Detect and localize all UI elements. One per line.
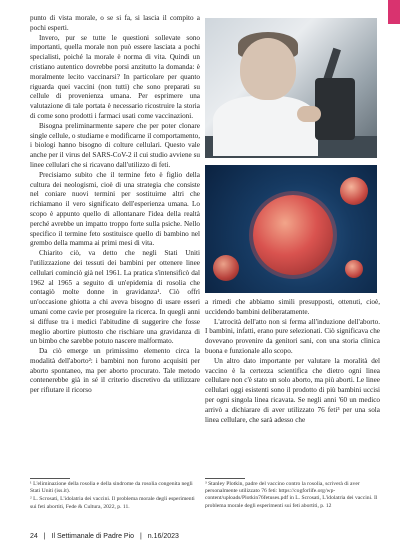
footer-separator: |	[43, 533, 46, 540]
publication-name: Il Settimanale di Padre Pio	[51, 533, 135, 540]
paragraph: Un altro dato importante per valutare la moralità del vaccino è la certezza scientifica che dietro ogni linea cellulare non c'è stato un solo aborto, ma più aborti. Le linee cellulari oggi esistenti sono il prodotto di più bambini uccisi per ogni singola linea ricavata. Se negli anni '60 un medico arrivò a dichiarare di aver utilizzato 76 feti³ per una sola linea cellulare, che sarà adesso che	[205, 356, 380, 424]
virus-particle	[340, 177, 368, 205]
footnotes-left	[30, 481, 198, 512]
page-number: 24	[30, 533, 38, 540]
page-edge-tab	[388, 0, 400, 24]
footnotes-right	[205, 481, 380, 511]
paragraph: a rimedi che abbiamo simili presupposti, ottenuti, cioè, uccidendo bambini deliberatamente.	[205, 298, 380, 316]
issue-number: n.16/2023	[147, 533, 179, 540]
left-text-column	[30, 14, 200, 396]
paragraph: L'atrocità dell'atto non si ferma all'induzione dell'aborto. I bambini, infatti, erano pure selezionati. Ciò significava che dovevano provenire da genitori sani, con una storia clinica buona e funzionale allo scopo.	[205, 317, 380, 355]
footnote-rule	[205, 478, 245, 479]
coronavirus-illustration	[205, 165, 377, 293]
virus-particle	[213, 255, 239, 281]
paragraph: punto di vista morale, o se si fa, si lascia il compito a pochi esperti.	[30, 14, 200, 32]
paragraph: Invero, pur se tutte le questioni sollevate sono importanti, quella morale non può essere lasciata a pochi specialisti, poiché la morale è norma di vita. Quindi un cristiano autentico dovrebbe porsi anzitutto la domanda: è moralmente lecito vaccinarsi? In particolare per quanto riguarda quei vaccini (non tutti) che sono preparati su cellule di provenienza umana. Per esprimere una valutazione di tale portata è necessario ricostruire la storia di come sono prodotti i farmaci usati come vaccinazioni.	[30, 33, 200, 120]
paragraph: Da ciò emerge un primissimo elemento circa la modalità dell'aborto²: i bambini non furono acquisiti per aborto spontaneo, ma per aborto procurato. Tale metodo contenerebbe già in sé il criterio discretivo da utilizzare per rifiutare il ricorso	[30, 347, 200, 395]
scientist-microscope-photo	[205, 18, 377, 158]
footnote: ¹ L'eliminazione della rosolia e della sindrome da rosolia congenita negli Stati Uniti (iss.it).	[30, 481, 193, 495]
virus-particle	[253, 195, 333, 275]
page-footer	[30, 533, 183, 540]
right-text-column	[205, 298, 380, 425]
footer-separator: |	[139, 533, 142, 540]
footnote-rule	[30, 478, 70, 479]
footnote: ² L. Scrosati, L'idolatria dei vaccini. Il problema morale degli esperimenti sui feti abortiti, Fede & Cultura, 2022, p. 11.	[30, 496, 195, 510]
virus-particle	[345, 260, 363, 278]
paragraph: Chiarito ciò, va detto che negli Stati Uniti l'utilizzazione dei tessuti dei bambini per ottenere linee cellulari cominciò già nel 1961. La pratica s'intensificò dal 1962 al 1965 a seguito di un'epidemia di rosolia che contagiò molte donne in gravidanza¹. Ciò offrì un'occasione ghiotta a chi aveva bisogno di usare esseri umani come cavie per proseguire la ricerca. In quegli anni si diffuse tra i medici l'abitudine di suggerire che fosse meglio abortire piuttosto che rischiare una gravidanza di un bimbo che sarebbe potuto nascere malformato.	[30, 249, 200, 346]
footnote: ³ Stanley Plotkin, padre del vaccino contro la rosolia, scriverà di aver personalmente utilizzato 76 feti: https://cogforlife.org/wp-content/uploads/Plotkin76fetuses.pdf in L. Scrosati, L'idolatria dei vaccini. Il problema morale degli esperimenti sui feti abortiti, p. 12	[205, 481, 378, 509]
paragraph: Precisiamo subito che il termine feto è figlio della cultura dei neologismi, cioè di una strategia che consiste nel coniare nuovi termini per sostituirne altri che richiamano il vero significato dell'esperienza umana. Lo scopo è appunto quello di allontanare l'idea della realtà perché avrebbe un impatto troppo forte sulla psiche. Nello specifico il termine feto sostituisce quello di bambino nel grembo della mamma ai primi mesi di vita.	[30, 170, 200, 248]
paragraph: Bisogna preliminarmente sapere che per poter clonare single cellule, o studiarne e modificarne il comportamento, i biologi hanno bisogno di colture cellulari. Questo vale anche per il virus del SARS-CoV-2 il cui studio avviene su linee cellulari che si ricavano dall'utilizzo di feti.	[30, 121, 200, 169]
